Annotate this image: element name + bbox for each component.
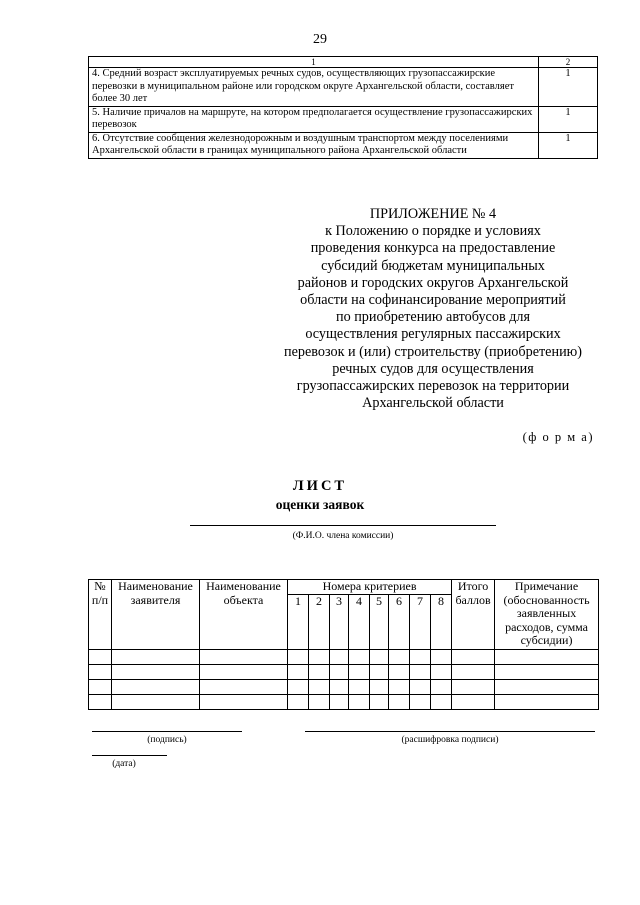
col-number-header: № п/п xyxy=(89,580,112,650)
form-label: (ф о р м а) xyxy=(522,430,594,444)
criteria-points: 1 xyxy=(539,132,598,158)
table-row xyxy=(89,694,599,709)
criterion-number: 8 xyxy=(431,595,452,650)
appendix-line: области на софинансирование мероприятий xyxy=(300,292,566,309)
criteria-table-header-row xyxy=(89,57,598,68)
criterion-number: 7 xyxy=(410,595,431,650)
document-subtitle: оценки заявок xyxy=(275,497,365,512)
criteria-table xyxy=(88,56,598,159)
appendix-line: к Положению о порядке и условиях xyxy=(325,223,541,240)
signature-caption: (подпись) xyxy=(147,735,187,745)
col-criteria-header: Номера критериев xyxy=(288,580,452,595)
appendix-line: Архангельской области xyxy=(362,395,504,412)
criterion-number: 1 xyxy=(288,595,309,650)
date-caption: (дата) xyxy=(112,759,136,769)
appendix-line: районов и городских округов Архангельской xyxy=(297,274,569,291)
table-row xyxy=(89,679,599,694)
appendix-line: перевозок и (или) строительству (приобретению) xyxy=(284,343,582,360)
evaluation-sheet-table xyxy=(88,579,599,710)
appendix-line: по приобретению автобусов для xyxy=(335,309,531,326)
criterion-number: 6 xyxy=(389,595,410,650)
document-title: ЛИСТ xyxy=(292,478,348,494)
appendix-line: грузопассажирских перевозок на территории xyxy=(296,378,570,395)
fio-underline xyxy=(190,525,496,526)
appendix-line: ПРИЛОЖЕНИЕ № 4 xyxy=(369,206,497,222)
criteria-row xyxy=(89,68,598,107)
table-row xyxy=(89,649,599,664)
signature-decoding-caption: (расшифровка подписи) xyxy=(401,735,499,745)
criterion-number: 2 xyxy=(309,595,330,650)
date-line xyxy=(92,755,167,756)
col-applicant-header: Наименование заявителя xyxy=(112,580,200,650)
sheet-header-row xyxy=(89,580,599,595)
criteria-points: 1 xyxy=(539,68,598,107)
criteria-row xyxy=(89,132,598,158)
col-total-header: Итого баллов xyxy=(452,580,495,650)
criterion-number: 3 xyxy=(330,595,349,650)
page-number: 29 xyxy=(313,32,327,47)
signature-decoding-line xyxy=(305,731,595,732)
appendix-line: субсидий бюджетам муниципальных xyxy=(321,257,545,274)
appendix-line: осуществления регулярных пассажирских xyxy=(305,326,561,343)
appendix-line: речных судов для осуществления xyxy=(332,360,534,377)
col-object-header: Наименование объекта xyxy=(200,580,288,650)
signature-line xyxy=(92,731,242,732)
criteria-points: 1 xyxy=(539,106,598,132)
criteria-row xyxy=(89,106,598,132)
criteria-text: 6. Отсутствие сообщения железнодорожным и воздушным транспортом между поселениями Архангельской области в границах муниципального района Архангельской области xyxy=(89,132,539,158)
fio-caption: (Ф.И.О. члена комиссии) xyxy=(292,531,394,541)
criteria-text: 4. Средний возраст эксплуатируемых речных судов, осуществляющих грузопассажирские перевозки в муниципальном районе или городском округе Архангельской области, составляет более 30 лет xyxy=(89,68,539,107)
criterion-number: 4 xyxy=(349,595,370,650)
criterion-number: 5 xyxy=(370,595,389,650)
col-note-header: Примечание (обоснованность заявленных расходов, сумма субсидии) xyxy=(495,580,599,650)
appendix-heading xyxy=(272,206,594,412)
criteria-text: 5. Наличие причалов на маршруте, на котором предполагается осуществление грузопассажирских перевозок xyxy=(89,106,539,132)
table-row xyxy=(89,664,599,679)
criteria-header-col1: 1 xyxy=(89,57,539,68)
appendix-line: проведения конкурса на предоставление xyxy=(310,240,556,257)
criteria-header-col2: 2 xyxy=(539,57,598,68)
